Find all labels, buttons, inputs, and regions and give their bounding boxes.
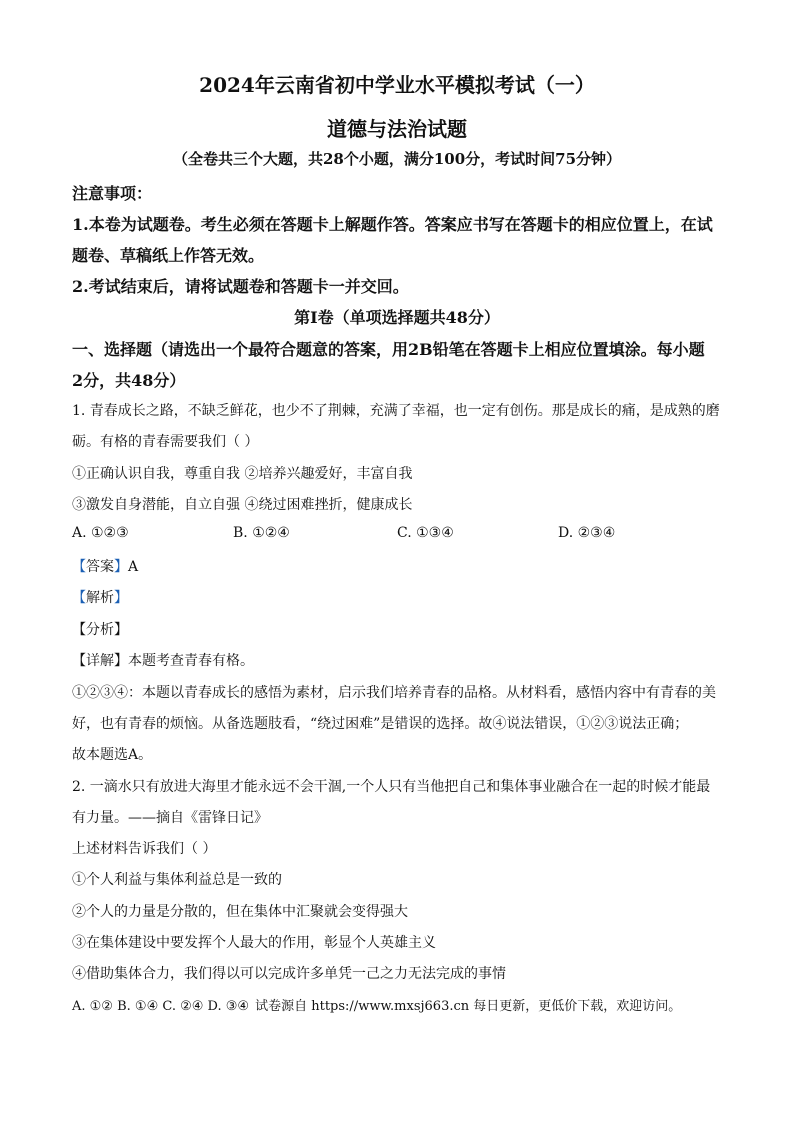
detail-tag: 【详解】 [72,653,128,669]
q2-options-row [72,995,681,1014]
q1-fenxi: 【分析】 [72,622,128,638]
notice-item-1-line-2: 题卷、草稿纸上作答无效。 [72,246,265,265]
q1-option-a: A. ①②③ [72,525,129,541]
q1-option-b: B. ①②④ [233,525,290,541]
q2-item-4: ④借助集体合力，我们得以可以完成许多单凭一己之力无法完成的事情 [72,966,506,982]
q1-stem-line-2: 砺。有格的青春需要我们（ ） [72,434,259,450]
analysis-bracket-open: 【 [72,590,86,606]
source-url[interactable]: https://www.mxsj663.cn [311,999,470,1014]
q2-stem-line-1: 2. 一滴水只有放进大海里才能永远不会干涸,一个人只有当他把自己和集体事业融合在一起的时候才能最 [72,779,711,795]
detail-text: 本题考查青春有格。 [128,653,254,669]
answer-value: A [128,559,139,575]
q2-item-1: ①个人利益与集体利益总是一致的 [72,872,282,888]
section-heading-line-2: 2分，共48分） [72,371,186,390]
answer-bracket-open: 【 [72,559,86,575]
answer-label: 答案 [86,559,114,575]
q1-options [72,525,732,545]
analysis-bracket-close: 】 [114,590,128,606]
notice-item-2: 2.考试结束后，请将试题卷和答题卡一并交回。 [72,277,409,296]
analysis-label: 解析 [86,590,114,606]
q1-option-c: C. ①③④ [397,525,454,541]
subject-title: 道德与法治试题 [327,117,467,141]
q2-stem-line-2: 有力量。——摘自《雷锋日记》 [72,810,268,826]
q1-explain-line-3: 故本题选A。 [72,747,153,763]
q1-stem-line-1: 1. 青春成长之路，不缺乏鲜花，也少不了荆棘，充满了幸福，也一定有创伤。那是成长的痛，是成熟的磨 [72,403,720,419]
q1-answer [72,556,138,576]
source-label: 试卷源自 [255,999,308,1014]
exam-title: 2024年云南省初中学业水平模拟考试（一） [199,73,595,97]
q1-explain-line-2: 好，也有青春的烦恼。从备选题肢看，“绕过困难”是错误的选择。故④说法错误，①②③说法正确； [72,716,689,732]
q2-options: A. ①② B. ①④ C. ②④ D. ③④ [72,999,250,1014]
section-heading-line-1: 一、选择题（请选出一个最符合题意的答案，用2B铅笔在答题卡上相应位置填涂。每小题 [72,340,705,359]
q1-explain-line-1: ①②③④：本题以青春成长的感悟为素材，启示我们培养青春的品格。从材料看，感悟内容中有青春的美 [72,685,716,701]
q1-item-line-1: ①正确认识自我，尊重自我 ②培养兴趣爱好，丰富自我 [72,466,413,482]
exam-info: （全卷共三个大题，共28个小题，满分100分，考试时间75分钟） [172,150,622,168]
section-title: 第Ⅰ卷（单项选择题共48分） [294,308,500,327]
q1-detail [72,650,254,670]
q2-item-3: ③在集体建设中要发挥个人最大的作用，彰显个人英雄主义 [72,935,436,951]
notice-heading: 注意事项： [72,184,153,203]
q1-analysis-heading [72,587,128,607]
q2-stem-line-3: 上述材料告诉我们（ ） [72,841,217,857]
q1-option-d: D. ②③④ [558,525,616,541]
q2-item-2: ②个人的力量是分散的，但在集体中汇聚就会变得强大 [72,904,408,920]
source-note: 每日更新，更低价下载，欢迎访问。 [473,999,682,1014]
answer-bracket-close: 】 [114,559,128,575]
q1-item-line-2: ③激发自身潜能，自立自强 ④绕过困难挫折，健康成长 [72,497,413,513]
notice-item-1-line-1: 1.本卷为试题卷。考生必须在答题卡上解题作答。答案应书写在答题卡的相应位置上，在试 [72,215,713,234]
